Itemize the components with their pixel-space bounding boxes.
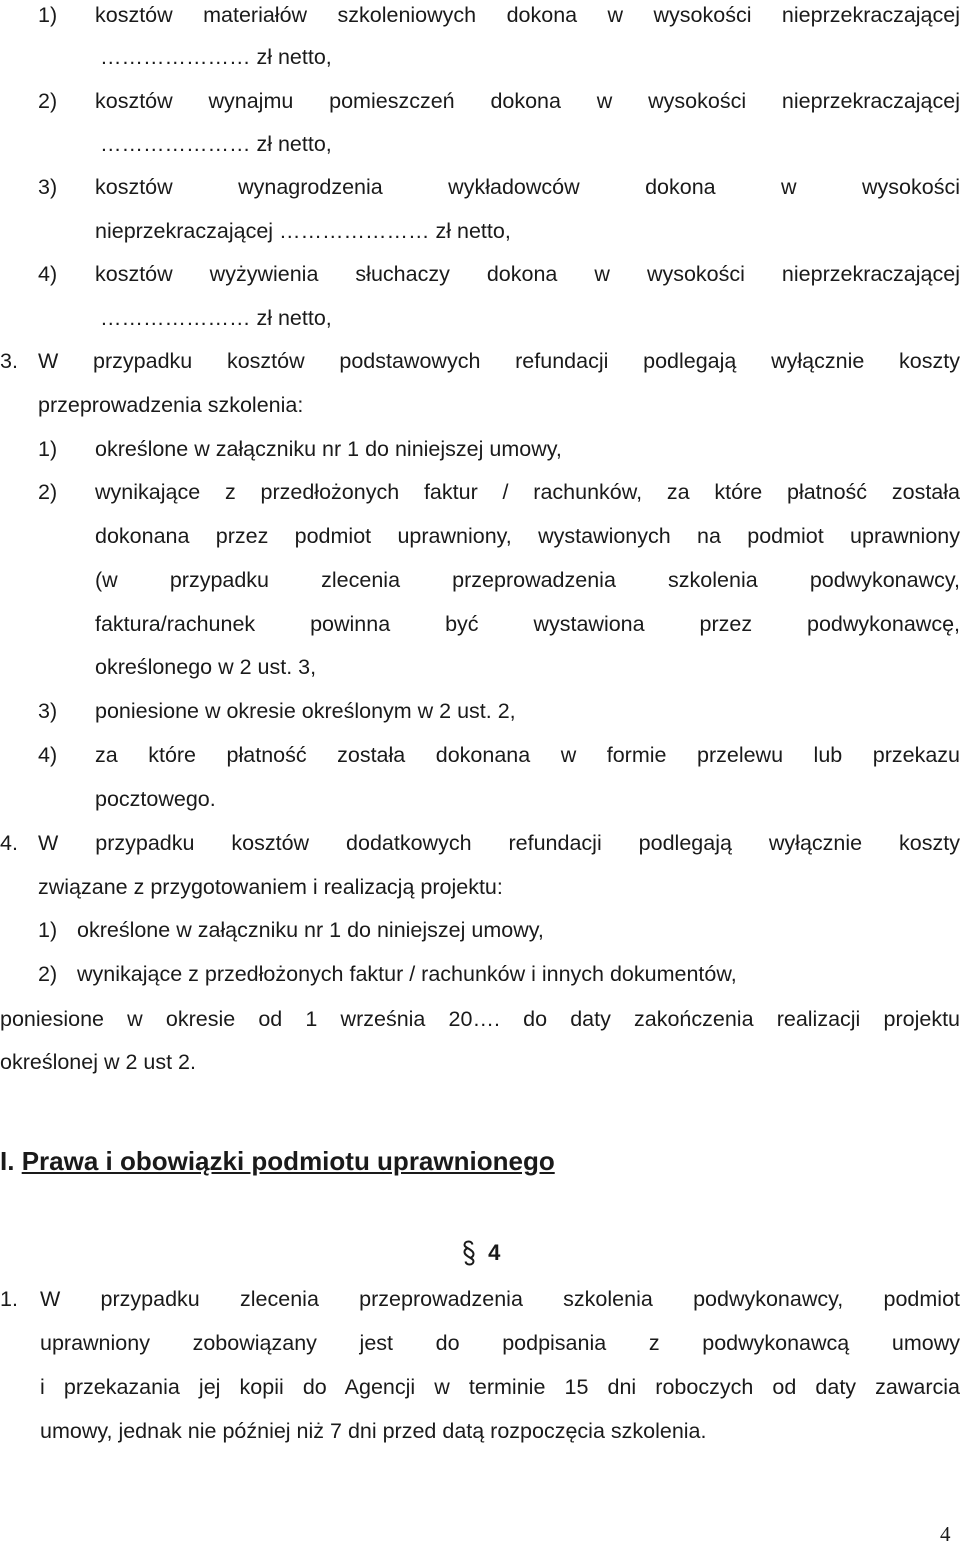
item-text: kosztów materiałów szkoleniowych dokona w wysokości nieprzekraczającej <box>95 3 960 27</box>
item-number: 2) <box>38 89 58 113</box>
item-text: wynikające z przedłożonych faktur / rachunków i innych dokumentów, <box>77 962 737 986</box>
item-number: 2) <box>38 480 58 504</box>
item-number: 3) <box>38 175 58 199</box>
amount-text: ………………… zł netto, <box>100 132 332 156</box>
item-text: faktura/rachunek powinna być wystawiona przez podwykonawcę, <box>95 612 960 636</box>
page-number: 4 <box>940 1522 951 1546</box>
section-sign-number: 4 <box>488 1240 501 1265</box>
item-number: 4) <box>38 262 58 286</box>
paragraph-number: 1. <box>0 1287 18 1311</box>
item-number: 2) <box>38 962 58 986</box>
item-text: kosztów wynajmu pomieszczeń dokona w wysokości nieprzekraczającej <box>95 89 960 113</box>
item-text: wynikające z przedłożonych faktur / rachunków, za które płatność została <box>95 480 960 504</box>
item-text: dokonana przez podmiot uprawniony, wystawionych na podmiot uprawniony <box>95 524 960 548</box>
section-heading-title: Prawa i obowiązki podmiotu uprawnionego <box>21 1146 555 1176</box>
amount-text: ………………… zł netto, <box>100 306 332 330</box>
paragraph-number: 4. <box>0 831 18 855</box>
paragraph-text: uprawniony zobowiązany jest do podpisania z podwykonawcą umowy <box>40 1331 960 1355</box>
item-number: 4) <box>38 743 58 767</box>
item-text: poniesione w okresie od 1 września 20…. do daty zakończenia realizacji projektu <box>0 1007 960 1031</box>
section-sign-icon <box>462 1240 488 1265</box>
item-number: 1) <box>38 437 58 461</box>
paragraph-text: przeprowadzenia szkolenia: <box>38 393 304 417</box>
item-text: kosztów wyżywienia słuchaczy dokona w wysokości nieprzekraczającej <box>95 262 960 286</box>
item-text: określonej w 2 ust 2. <box>0 1050 196 1074</box>
item-text: określone w załączniku nr 1 do niniejszej umowy, <box>77 918 544 942</box>
item-text: (w przypadku zlecenia przeprowadzenia szkolenia podwykonawcy, <box>95 568 960 592</box>
paragraph-text: związane z przygotowaniem i realizacją projektu: <box>38 875 503 899</box>
section-heading-number: I. <box>0 1146 15 1176</box>
item-text: określone w załączniku nr 1 do niniejszej umowy, <box>95 437 562 461</box>
paragraph-text: W przypadku kosztów dodatkowych refundacji podlegają wyłącznie koszty <box>38 831 960 855</box>
item-text: kosztów wynagrodzenia wykładowców dokona w wysokości <box>95 175 960 199</box>
amount-text: ………………… zł netto, <box>100 45 332 69</box>
section-sign <box>462 1240 500 1266</box>
amount-text: nieprzekraczającej ………………… zł netto, <box>95 219 511 243</box>
item-number: 1) <box>38 3 58 27</box>
item-text: za które płatność została dokonana w formie przelewu lub przekazu <box>95 743 960 767</box>
paragraph-text: W przypadku zlecenia przeprowadzenia szkolenia podwykonawcy, podmiot <box>40 1287 960 1311</box>
item-text: określonego w 2 ust. 3, <box>95 655 317 679</box>
item-text: pocztowego. <box>95 787 216 811</box>
paragraph-text: i przekazania jej kopii do Agencji w terminie 15 dni roboczych od daty zawarcia <box>40 1375 960 1399</box>
item-text: poniesione w okresie określonym w 2 ust. 2, <box>95 699 516 723</box>
item-number: 3) <box>38 699 58 723</box>
section-heading <box>0 1144 555 1178</box>
item-number: 1) <box>38 918 58 942</box>
paragraph-text: W przypadku kosztów podstawowych refundacji podlegają wyłącznie koszty <box>38 349 960 373</box>
paragraph-text: umowy, jednak nie później niż 7 dni przed datą rozpoczęcia szkolenia. <box>40 1419 707 1443</box>
paragraph-number: 3. <box>0 349 18 373</box>
